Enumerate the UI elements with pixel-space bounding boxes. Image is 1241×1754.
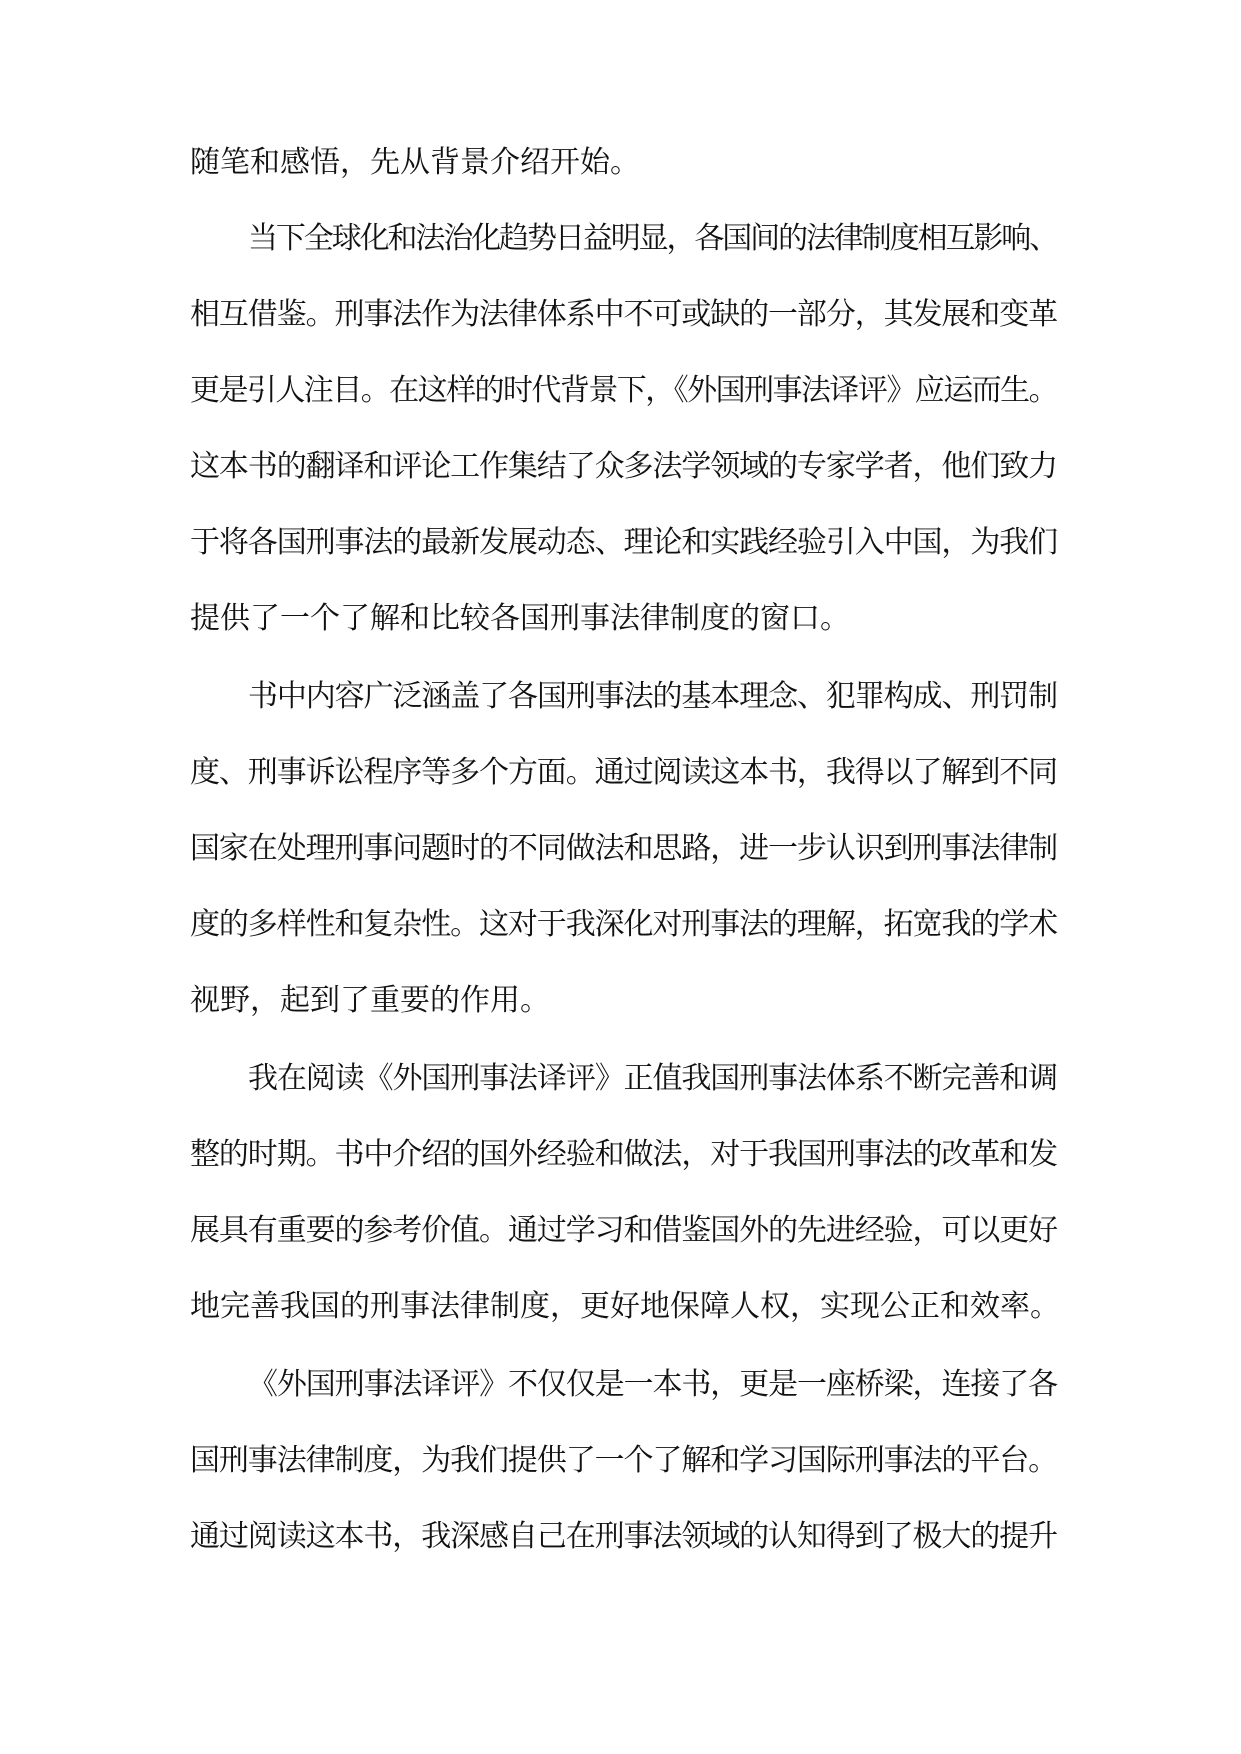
- text-line-content: 更是引人注目。在这样的时代背景下，《外国刑事法译评》应运而生。: [190, 373, 1057, 408]
- text-line-content: 书中内容广泛涵盖了各国刑事法的基本理念、犯罪构成、刑罚制: [248, 679, 1057, 714]
- text-line: [0, 595, 1241, 643]
- text-line: [0, 825, 1241, 873]
- text-line-content: 这本书的翻译和评论工作集结了众多法学领域的专家学者，他们致力: [190, 449, 1057, 484]
- text-line-content: 相互借鉴。刑事法作为法律体系中不可或缺的一部分，其发展和变革: [190, 297, 1057, 332]
- text-line: [0, 977, 1241, 1025]
- text-line-content: 整的时期。书中介绍的国外经验和做法，对于我国刑事法的改革和发: [190, 1137, 1057, 1172]
- text-line: [0, 901, 1241, 949]
- text-line: [0, 1513, 1241, 1561]
- text-line-content: 我在阅读《外国刑事法译评》正值我国刑事法体系不断完善和调: [248, 1061, 1057, 1096]
- text-line-content: 度、刑事诉讼程序等多个方面。通过阅读这本书，我得以了解到不同: [190, 755, 1057, 790]
- text-line-content: 国家在处理刑事问题时的不同做法和思路，进一步认识到刑事法律制: [190, 831, 1057, 866]
- text-line-content: 提供了一个了解和比较各国刑事法律制度的窗口。: [190, 601, 850, 636]
- text-line: [0, 367, 1241, 415]
- text-line-content: 《外国刑事法译评》不仅仅是一本书，更是一座桥梁，连接了各: [248, 1367, 1057, 1402]
- text-line: [0, 291, 1241, 339]
- text-line: [0, 1207, 1241, 1255]
- text-line: [0, 1437, 1241, 1485]
- text-line: [0, 673, 1241, 721]
- text-line-content: 当下全球化和法治化趋势日益明显，各国间的法律制度相互影响、: [248, 221, 1057, 256]
- text-line-content: 随笔和感悟，先从背景介绍开始。: [190, 145, 640, 180]
- text-line: [0, 215, 1241, 263]
- text-line: [0, 1131, 1241, 1179]
- text-line-content: 视野，起到了重要的作用。: [190, 983, 550, 1018]
- text-line-content: 展具有重要的参考价值。通过学习和借鉴国外的先进经验，可以更好: [190, 1213, 1057, 1248]
- text-line: [0, 443, 1241, 491]
- text-line: [0, 1283, 1241, 1331]
- text-line-content: 于将各国刑事法的最新发展动态、理论和实践经验引入中国，为我们: [190, 525, 1057, 560]
- text-line-content: 度的多样性和复杂性。这对于我深化对刑事法的理解，拓宽我的学术: [190, 907, 1057, 942]
- text-line: [0, 1055, 1241, 1103]
- text-line: [0, 749, 1241, 797]
- text-line: [0, 139, 1241, 187]
- text-line-content: 通过阅读这本书，我深感自己在刑事法领域的认知得到了极大的提升: [190, 1519, 1057, 1554]
- text-line: [0, 519, 1241, 567]
- text-line-content: 国刑事法律制度，为我们提供了一个了解和学习国际刑事法的平台。: [190, 1443, 1057, 1478]
- text-line-content: 地完善我国的刑事法律制度，更好地保障人权，实现公正和效率。: [190, 1289, 1060, 1324]
- text-line: [0, 1361, 1241, 1409]
